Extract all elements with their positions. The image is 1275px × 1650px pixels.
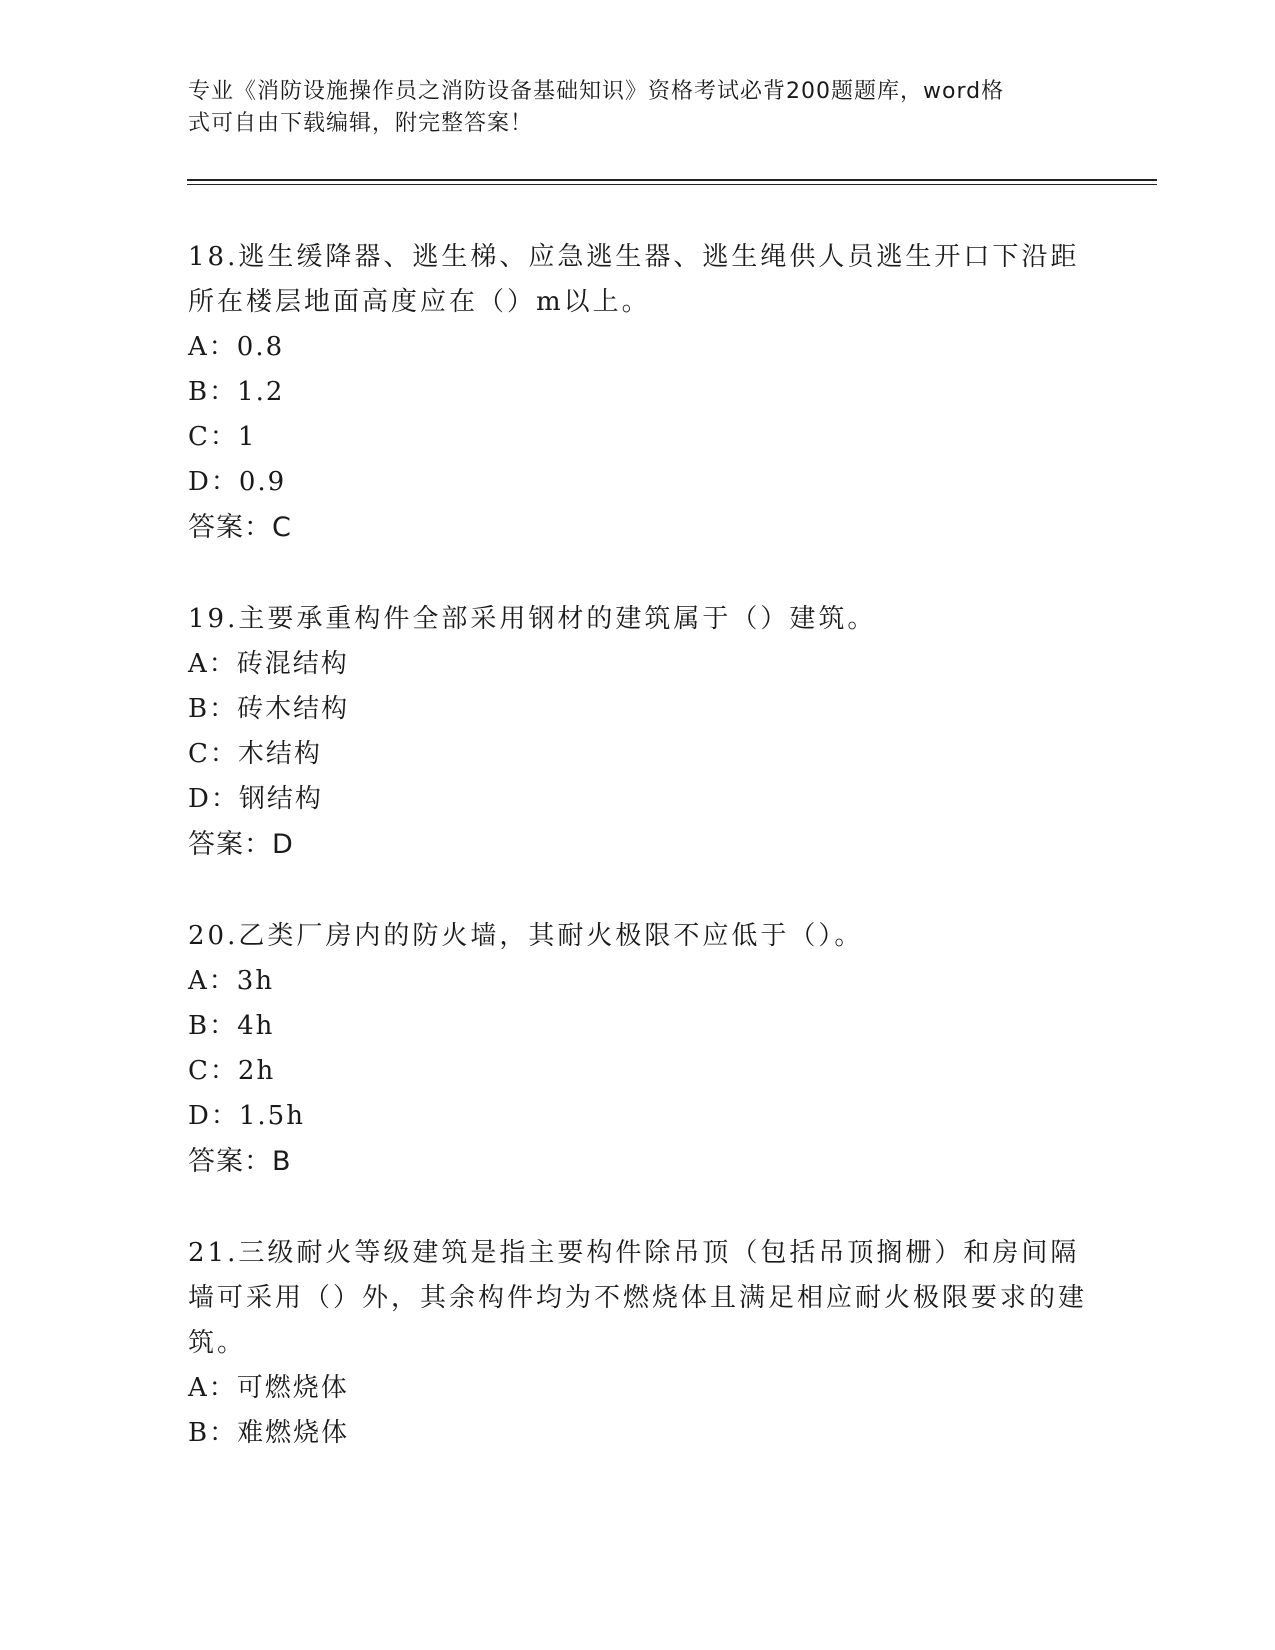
option-c — [188, 1049, 1088, 1094]
question-text: 19.主要承重构件全部采用钢材的建筑属于（）建筑。 — [188, 604, 877, 634]
option-letter: C： — [188, 1056, 238, 1086]
option-a — [188, 325, 1088, 370]
option-b — [188, 370, 1088, 415]
option-d — [188, 1094, 1088, 1139]
option-value: 难燃烧体 — [237, 1418, 350, 1448]
option-value: 2h — [237, 1056, 276, 1086]
question-text: 21.三级耐火等级建筑是指主要构件除吊顶（包括吊顶搁栅）和房间隔墙可采用（）外，其余构件均为不燃烧体且满足相应耐火极限要求的建筑。 — [188, 1238, 1088, 1358]
header-line-2: 式可自由下载编辑，附完整答案！ — [188, 111, 534, 136]
option-b — [188, 1004, 1088, 1049]
question-19 — [188, 597, 1088, 867]
option-letter: B： — [188, 1011, 238, 1041]
answer-line: 答案：C — [188, 512, 292, 543]
question-list — [188, 235, 1088, 1503]
option-d — [188, 460, 1088, 505]
option-letter: B： — [188, 377, 238, 407]
option-letter: D： — [188, 784, 239, 814]
question-text: 20.乙类厂房内的防火墙，其耐火极限不应低于（）。 — [188, 921, 864, 951]
option-value: 4h — [237, 1011, 275, 1041]
header-divider-thick — [187, 179, 1157, 181]
header-line-1: 专业《消防设施操作员之消防设备基础知识》资格考试必背200题题库，word格 — [188, 79, 1005, 104]
option-letter: A： — [188, 966, 237, 996]
question-21 — [188, 1231, 1088, 1456]
document-header — [188, 76, 1088, 140]
answer-line: 答案：B — [188, 1146, 292, 1177]
option-value: 3h — [236, 966, 275, 996]
option-value: 钢结构 — [238, 784, 323, 814]
option-b — [188, 687, 1088, 732]
option-value: 0.9 — [238, 467, 287, 497]
header-divider-thin — [187, 184, 1157, 185]
option-letter: C： — [188, 422, 238, 452]
question-text: 18.逃生缓降器、逃生梯、应急逃生器、逃生绳供人员逃生开口下沿距所在楼层地面高度应在（）m以上。 — [188, 242, 1080, 317]
option-a — [188, 959, 1088, 1004]
answer-line: 答案：D — [188, 829, 294, 860]
option-letter: A： — [188, 332, 237, 362]
option-c — [188, 732, 1088, 777]
option-value: 砖木结构 — [237, 694, 350, 724]
option-letter: C： — [188, 739, 238, 769]
option-value: 砖混结构 — [236, 649, 349, 679]
option-value: 1 — [237, 422, 257, 452]
option-d — [188, 777, 1088, 822]
option-b — [188, 1411, 1088, 1456]
option-value: 1.2 — [237, 377, 285, 407]
option-c — [188, 415, 1088, 460]
option-value: 0.8 — [236, 332, 285, 362]
option-letter: B： — [188, 694, 238, 724]
option-letter: B： — [188, 1418, 238, 1448]
option-letter: A： — [188, 1373, 237, 1403]
option-letter: D： — [188, 1101, 239, 1131]
question-20 — [188, 914, 1088, 1184]
option-value: 木结构 — [237, 739, 322, 769]
option-a — [188, 1366, 1088, 1411]
option-a — [188, 642, 1088, 687]
option-value: 可燃烧体 — [236, 1373, 349, 1403]
question-18 — [188, 235, 1088, 550]
option-letter: A： — [188, 649, 237, 679]
option-letter: D： — [188, 467, 239, 497]
option-value: 1.5h — [238, 1101, 305, 1131]
